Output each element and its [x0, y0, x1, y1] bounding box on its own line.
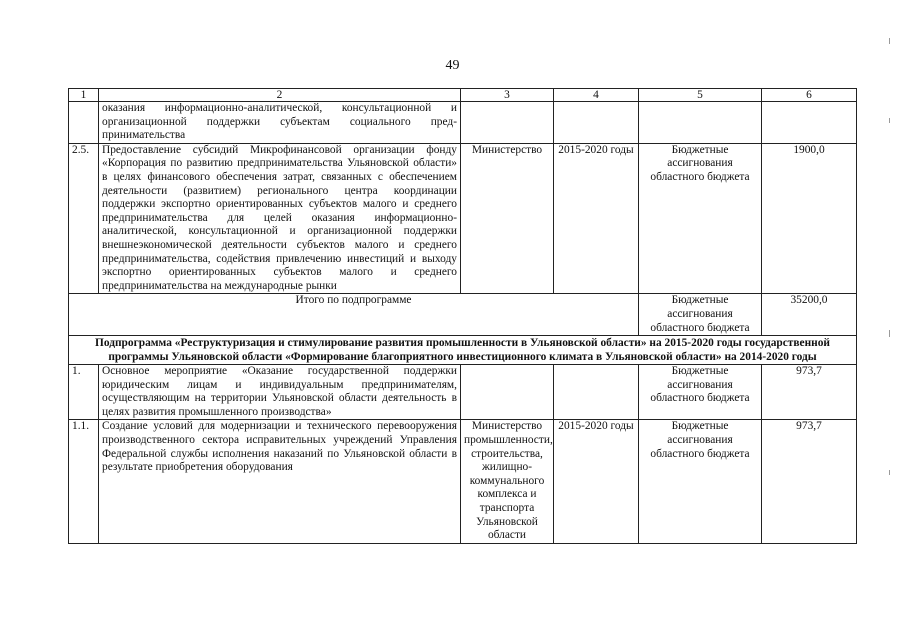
executor: Министерство	[461, 143, 554, 294]
header-cell-4: 4	[554, 89, 639, 102]
table-row-1-1	[69, 420, 857, 543]
header-cell-5: 5	[639, 89, 762, 102]
row-number: 1.	[69, 365, 99, 420]
funding-source: Бюджетные ассигнования областного бюджета	[639, 143, 762, 294]
amount	[762, 102, 857, 144]
period: 2015-2020 годы	[554, 420, 639, 543]
row-number	[69, 102, 99, 144]
table-row-2-5	[69, 143, 857, 294]
activity-text: Основное мероприятие «Оказание государственной поддержки юридическим лицам и индивидуальным предпринимателям, осуществляющим на территории Ульяновской области деятельность в целях развития промышленного производства»	[99, 365, 461, 420]
header-cell-1: 1	[69, 89, 99, 102]
funding-source: Бюджетные ассигнования областного бюджета	[639, 294, 762, 336]
activity-text: Предоставление субсидий Микрофинансовой организации фонду «Корпорация по развитию предпринимательства Ульяновской области» в целях финансового обеспечения затрат, связанных с обеспечением деятельности (развитием) регионального центра координации поддержки экспортно ориентированных субъектов малого и среднего предпринимательства для целей оказания информационно-аналитической, консультационной и организационной поддержки внешнеэкономической деятельности субъектов малого и среднего предпринимательства, содействия привлечению инвестиций и выходу экспортно ориентированных субъектов малого и среднего предпринимательства на международные рынки	[99, 143, 461, 294]
funding-source: Бюджетные ассигнования областного бюджета	[639, 420, 762, 543]
page-number: 49	[445, 58, 460, 73]
amount: 1900,0	[762, 143, 857, 294]
funding-source: Бюджетные ассигнования областного бюджета	[639, 365, 762, 420]
row-number: 2.5.	[69, 143, 99, 294]
total-amount: 35200,0	[762, 294, 857, 336]
executor: Министерство промышленности, строительства, жилищно-коммунального комплекса и транспорта Ульяновской области	[461, 420, 554, 543]
total-label: Итого по подпрограмме	[69, 294, 639, 336]
activity-text: Создание условий для модернизации и технического перевооружения производственного сектора исправительных учреждений Управления Федеральной службы исполнения наказаний по Ульяновской области в результате приобретения оборудования	[99, 420, 461, 543]
executor	[461, 365, 554, 420]
table-row-total	[69, 294, 857, 336]
period	[554, 102, 639, 144]
header-cell-3: 3	[461, 89, 554, 102]
scan-speck	[889, 470, 890, 475]
subprogram-heading-row	[69, 336, 857, 365]
table-row-1	[69, 365, 857, 420]
period	[554, 365, 639, 420]
scan-speck	[889, 330, 890, 337]
funding-source	[639, 102, 762, 144]
amount: 973,7	[762, 420, 857, 543]
activity-text: оказания информационно-аналитической, консультационной и организационной поддержки субъектам социального предпринимательства	[99, 102, 461, 144]
header-cell-6: 6	[762, 89, 857, 102]
amount: 973,7	[762, 365, 857, 420]
program-activities-table	[68, 88, 857, 544]
row-number: 1.1.	[69, 420, 99, 543]
scan-speck	[889, 38, 890, 44]
header-cell-2: 2	[99, 89, 461, 102]
table-header-row	[69, 89, 857, 102]
subprogram-title: Подпрограмма «Реструктуризация и стимулирование развития промышленности в Ульяновской области» на 2015-2020 годы государственной программы Ульяновской области «Формирование благоприятного инвестиционного климата в Ульяновской области» на 2014-2020 годы	[69, 336, 857, 365]
table-row-continuation	[69, 102, 857, 144]
period: 2015-2020 годы	[554, 143, 639, 294]
scan-speck	[889, 118, 890, 123]
executor	[461, 102, 554, 144]
